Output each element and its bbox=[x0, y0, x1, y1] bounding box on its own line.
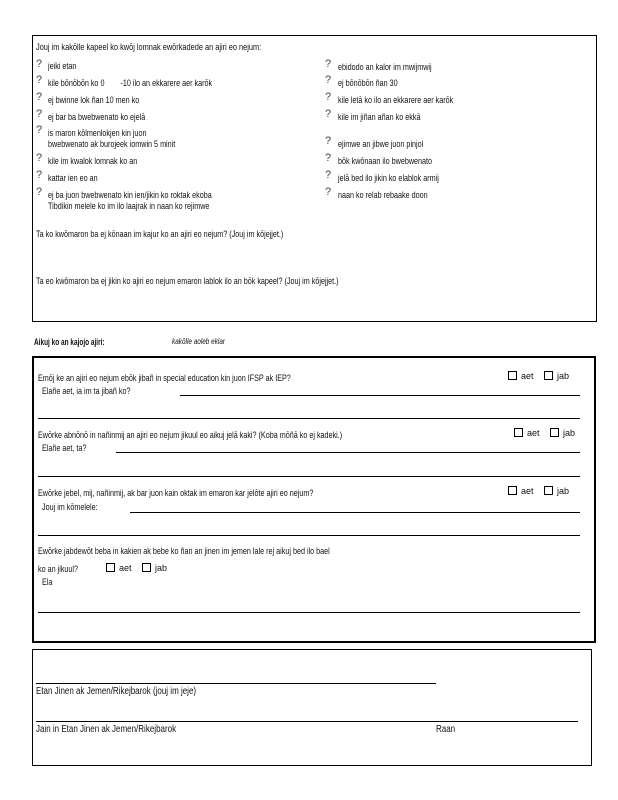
signature-line[interactable] bbox=[36, 721, 578, 722]
intro-text: Jouj im kakōlle kapeel ko kwōj lomnak ewōrkadede an ajiri eo nejum: bbox=[36, 42, 262, 52]
checklist-item: bōk kwōnaan ilo bwebwenato bbox=[338, 156, 433, 166]
checklist-item: ej bar ba bwebwenato ko ejelā bbox=[48, 112, 146, 122]
yes-label: aet bbox=[521, 486, 534, 496]
checklist-item: kile letā ko ilo an ekkarere aer karōk bbox=[338, 95, 454, 105]
checklist-item: ej ba juon bwebwenato kin ien/jikin ko roktak ekoba bbox=[48, 190, 212, 200]
signature-section bbox=[32, 649, 592, 766]
checklist-item: ej bōnōbōn ñan 30 bbox=[338, 78, 398, 88]
checkbox-question-mark[interactable]: ? bbox=[36, 91, 43, 103]
life-change-question: Ewōrke jebel, mij, nañinmij, ak bar juon kain oktak im emaron kar jelōte ajiri eo nejum? bbox=[38, 488, 314, 498]
needs-value: kakōlle aoleb eklar bbox=[172, 337, 226, 346]
no-label: jab bbox=[563, 428, 576, 438]
checklist-item: kile im kwalok lomnak ko an bbox=[48, 156, 138, 166]
checklist-item: jeiki etan bbox=[48, 61, 77, 71]
yes-label: aet bbox=[521, 371, 534, 381]
checkbox-question-mark[interactable]: ? bbox=[325, 91, 332, 103]
answer-line[interactable] bbox=[180, 395, 580, 396]
yes-label: aet bbox=[527, 428, 540, 438]
no-checkbox[interactable] bbox=[544, 371, 553, 380]
custody-yes-no bbox=[106, 563, 167, 573]
special-education-followup: Elañe aet, ia im ta jibañ ko? bbox=[42, 386, 131, 396]
custody-question-line2: ko an jikuul? bbox=[38, 564, 79, 574]
no-checkbox[interactable] bbox=[550, 428, 559, 437]
checkbox-question-mark[interactable]: ? bbox=[325, 169, 332, 181]
health-yes-no bbox=[514, 428, 575, 438]
checkbox-question-mark[interactable]: ? bbox=[325, 186, 332, 198]
answer-line[interactable] bbox=[38, 418, 580, 419]
no-checkbox[interactable] bbox=[142, 563, 151, 572]
checklist-item: ejimwe an jibwe juon pinjol bbox=[338, 139, 424, 149]
concerns-question: Ta eo kwōmaron ba ej jikin ko ajiri eo nejum emaron lablok ilo an bōk kapeel? (Jouj im kōjejjet.) bbox=[36, 276, 339, 286]
yes-checkbox[interactable] bbox=[514, 428, 523, 437]
checkbox-question-mark[interactable]: ? bbox=[36, 58, 43, 70]
no-label: jab bbox=[557, 486, 570, 496]
needs-label: Aikuj ko an kajojo ajiri: bbox=[34, 337, 105, 347]
signature-label: Jain in Etan Jinen ak Jemen/Rikejbarok bbox=[36, 724, 177, 735]
parent-name-line[interactable] bbox=[36, 683, 436, 684]
special-education-yes-no bbox=[508, 371, 569, 381]
answer-line[interactable] bbox=[38, 612, 580, 613]
no-label: jab bbox=[155, 563, 168, 573]
life-change-yes-no bbox=[508, 486, 569, 496]
no-checkbox[interactable] bbox=[544, 486, 553, 495]
yes-checkbox[interactable] bbox=[508, 371, 517, 380]
answer-line[interactable] bbox=[38, 535, 580, 536]
checkbox-question-mark[interactable]: ? bbox=[36, 74, 43, 86]
checkbox-question-mark[interactable]: ? bbox=[36, 124, 43, 136]
checklist-item: jelā bed ilo jikin ko elablok armij bbox=[338, 173, 439, 183]
checkbox-question-mark[interactable]: ? bbox=[36, 152, 43, 164]
answer-line[interactable] bbox=[116, 452, 580, 453]
health-question: Ewōrke abnōnō in nañinmij an ajiri eo nejum jikuul eo aikuj jelā kaki? (Koba mōñā ko ej kadeki.) bbox=[38, 430, 343, 440]
checklist-item: kattar ien eo an bbox=[48, 173, 98, 183]
parent-name-label: Etan Jinen ak Jemen/Rikejbarok (jouj im jeje) bbox=[36, 686, 197, 697]
answer-line[interactable] bbox=[38, 476, 580, 477]
checkbox-question-mark[interactable]: ? bbox=[325, 74, 332, 86]
checkbox-question-mark[interactable]: ? bbox=[325, 152, 332, 164]
checklist-item: kile bōnōbōn ko 0 -10 ilo an ekkarere aer karōk bbox=[48, 78, 213, 88]
checklist-item: ebidodo an kalor im mwijmwij bbox=[338, 62, 432, 72]
custody-followup: Ela bbox=[42, 577, 53, 587]
custody-question: Ewōrke jabdewōt beba in kakien ak bebe ko ñan an jinen im jemen lale rej aikuj bed ilo bael bbox=[38, 546, 330, 556]
no-label: jab bbox=[557, 371, 570, 381]
checklist-item-continued: Tibdikin melele ko im ilo laajrak in naan ko rejimwe bbox=[48, 201, 210, 211]
health-followup: Elañe aet, ta? bbox=[42, 443, 87, 453]
yes-checkbox[interactable] bbox=[508, 486, 517, 495]
yes-label: aet bbox=[119, 563, 132, 573]
strengths-question: Ta ko kwōmaron ba ej kōnaan im kajur ko an ajiri eo nejum? (Jouj im kōjejjet.) bbox=[36, 229, 284, 239]
checkbox-question-mark[interactable]: ? bbox=[36, 108, 43, 120]
checkbox-question-mark[interactable]: ? bbox=[36, 186, 43, 198]
checklist-item: ej bwinne lok ñan 10 men ko bbox=[48, 95, 140, 105]
yes-checkbox[interactable] bbox=[106, 563, 115, 572]
checklist-item: naan ko relab rebaake doon bbox=[338, 190, 428, 200]
checkbox-question-mark[interactable]: ? bbox=[325, 108, 332, 120]
answer-line[interactable] bbox=[130, 512, 580, 513]
checklist-item-continued: bwebwenato ak burojeek iomwin 5 minit bbox=[48, 139, 176, 149]
checkbox-question-mark[interactable]: ? bbox=[36, 169, 43, 181]
checklist-item: is maron kōlmenlokjen kin juon bbox=[48, 128, 147, 138]
checkbox-question-mark[interactable]: ? bbox=[325, 135, 332, 147]
checklist-item: kile im jiñan añan ko ekkā bbox=[338, 112, 421, 122]
checkbox-question-mark[interactable]: ? bbox=[325, 58, 332, 70]
life-change-followup: Jouj im kōmelele: bbox=[42, 502, 98, 512]
special-needs-section bbox=[32, 356, 596, 643]
date-label: Raan bbox=[436, 724, 456, 735]
special-education-question: Emōj ke an ajiri eo nejum ebōk jibañ in special education kin juon IFSP ak IEP? bbox=[38, 373, 291, 383]
